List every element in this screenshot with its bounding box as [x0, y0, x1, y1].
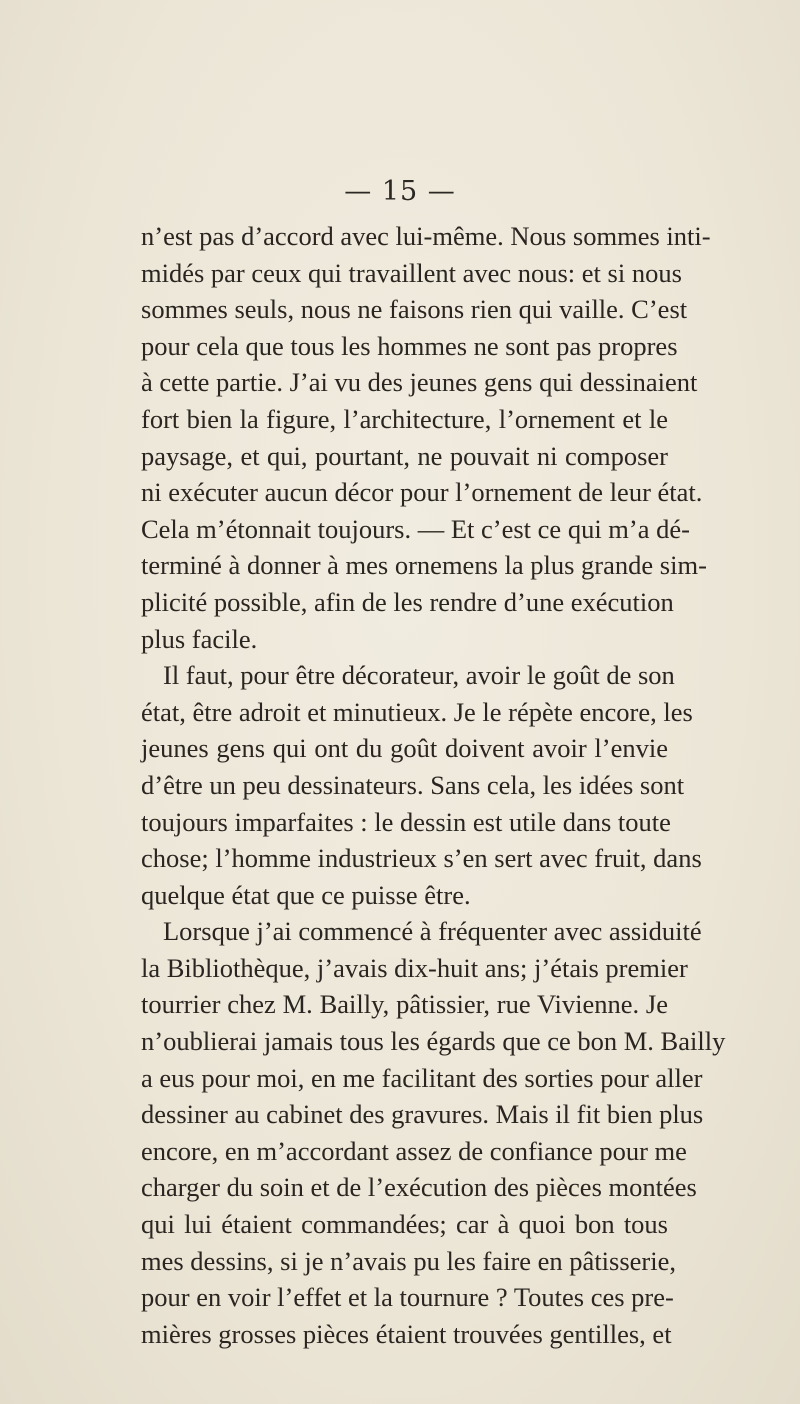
- text-line: tourrier chez M. Bailly, pâtissier, rue Vivienne. Je: [141, 989, 668, 1020]
- paragraph-end-line: plus facile.: [141, 623, 258, 654]
- text-line: chose; l’homme industrieux s’en sert avec fruit, dans: [141, 843, 702, 874]
- paragraph-start-line: Lorsque j’ai commencé à fréquenter avec assiduité: [163, 916, 702, 947]
- text-line: terminé à donner à mes ornemens la plus grande sim-: [141, 550, 707, 581]
- text-line: Cela m’étonnait toujours. — Et c’est ce qui m’a dé-: [141, 513, 690, 544]
- page-number: — 15 —: [344, 176, 456, 207]
- text-line: plicité possible, afin de les rendre d’une exécution: [141, 586, 674, 617]
- text-line: toujours imparfaites : le dessin est utile dans toute: [141, 806, 671, 837]
- text-line: fort bien la figure, l’architecture, l’ornement et le: [141, 403, 668, 434]
- text-line: n’est pas d’accord avec lui-même. Nous sommes inti-: [141, 221, 711, 251]
- text-line: à cette partie. J’ai vu des jeunes gens qui dessinaient: [141, 367, 698, 398]
- text-line: charger du soin et de l’exécution des pièces montées: [141, 1172, 697, 1203]
- text-line: d’être un peu dessinateurs. Sans cela, les idées sont: [141, 769, 685, 800]
- text-line: paysage, et qui, pourtant, ne pouvait ni composer: [141, 440, 668, 471]
- text-line: mières grosses pièces étaient trouvées gentilles, et: [141, 1318, 672, 1349]
- text-line: sommes seuls, nous ne faisons rien qui vaille. C’est: [141, 294, 688, 325]
- text-line: ni exécuter aucun décor pour l’ornement de leur état.: [141, 477, 703, 508]
- text-line: a eus pour moi, en me facilitant des sorties pour aller: [141, 1062, 703, 1093]
- text-line: pour cela que tous les hommes ne sont pas propres: [141, 330, 678, 361]
- text-line: la Bibliothèque, j’avais dix-huit ans; j’étais premier: [141, 952, 688, 983]
- text-line: midés par ceux qui travaillent avec nous: et si nous: [141, 257, 682, 288]
- body-text: [141, 218, 726, 1352]
- text-line: mes dessins, si je n’avais pu les faire en pâtisserie,: [141, 1245, 677, 1276]
- text-line: état, être adroit et minutieux. Je le répète encore, les: [141, 696, 693, 727]
- text-line: dessiner au cabinet des gravures. Mais il fit bien plus: [141, 1099, 704, 1130]
- text-line: pour en voir l’effet et la tournure ? Toutes ces pre-: [141, 1282, 674, 1313]
- text-line: encore, en m’accordant assez de confiance pour me: [141, 1135, 687, 1166]
- text-line: qui lui étaient commandées; car à quoi bon tous: [141, 1209, 668, 1240]
- text-line: jeunes gens qui ont du goût doivent avoir l’envie: [141, 733, 668, 764]
- text-line: n’oublierai jamais tous les égards que ce bon M. Bailly: [141, 1026, 726, 1057]
- paragraph-end-line: quelque état que ce puisse être.: [141, 879, 471, 910]
- paragraph-start-line: Il faut, pour être décorateur, avoir le goût de son: [163, 660, 675, 691]
